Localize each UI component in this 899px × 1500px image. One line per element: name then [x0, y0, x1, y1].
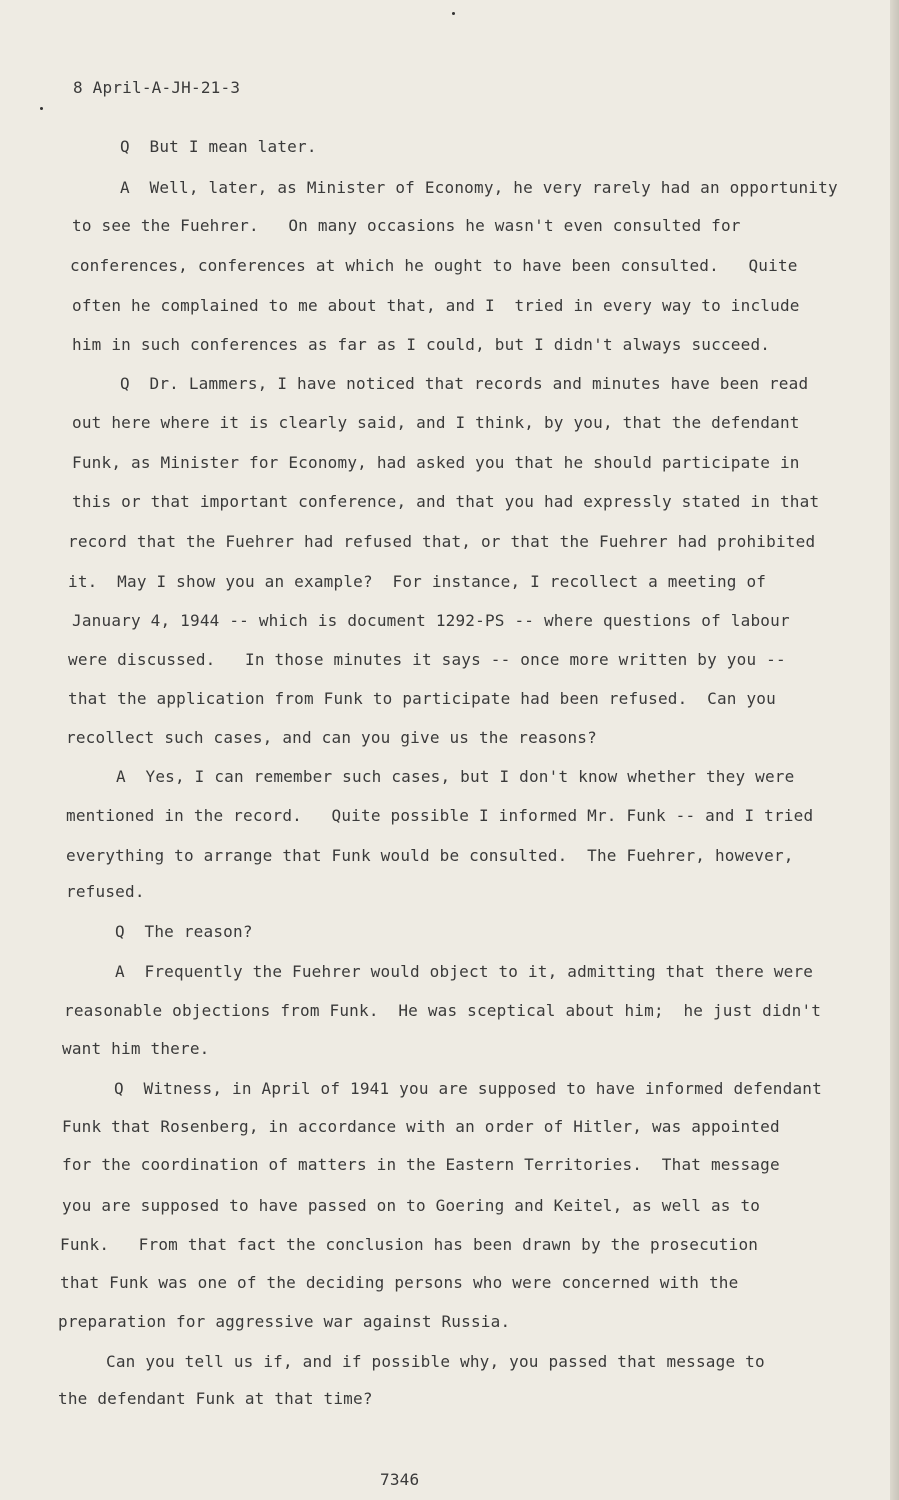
text-line: record that the Fuehrer had refused that, or that the Fuehrer had prohibited: [68, 532, 816, 551]
text-line: recollect such cases, and can you give us the reasons?: [66, 728, 597, 747]
text-line: Q Witness, in April of 1941 you are supposed to have informed defendant: [114, 1079, 822, 1098]
text-line: reasonable objections from Funk. He was sceptical about him; he just didn't: [64, 1001, 822, 1020]
text-line: refused.: [66, 882, 145, 901]
text-line: Q The reason?: [115, 922, 253, 941]
page-header-reference: 8 April-A-JH-21-3: [73, 78, 241, 97]
text-line: Funk. From that fact the conclusion has been drawn by the prosecution: [60, 1235, 759, 1254]
text-line: that the application from Funk to participate had been refused. Can you: [68, 689, 776, 708]
text-line: want him there.: [62, 1039, 210, 1058]
text-line: preparation for aggressive war against Russia.: [58, 1312, 511, 1331]
text-line: Funk that Rosenberg, in accordance with an order of Hitler, was appointed: [62, 1117, 780, 1136]
text-line: A Well, later, as Minister of Economy, he very rarely had an opportunity: [120, 178, 838, 197]
text-line: for the coordination of matters in the Eastern Territories. That message: [62, 1155, 780, 1174]
text-line: this or that important conference, and that you had expressly stated in that: [72, 492, 820, 511]
text-line: Can you tell us if, and if possible why, you passed that message to: [106, 1352, 765, 1371]
text-line: Funk, as Minister for Economy, had asked you that he should participate in: [72, 453, 800, 472]
text-line: Q But I mean later.: [120, 137, 317, 156]
text-line: A Frequently the Fuehrer would object to it, admitting that there were: [115, 962, 814, 981]
text-line: to see the Fuehrer. On many occasions he wasn't even consulted for: [72, 216, 741, 235]
text-line: A Yes, I can remember such cases, but I don't know whether they were: [116, 767, 795, 786]
text-line: were discussed. In those minutes it says -- once more written by you --: [68, 650, 786, 669]
page-edge-shadow: [890, 0, 899, 1500]
text-line: often he complained to me about that, and I tried in every way to include: [72, 296, 800, 315]
text-line: you are supposed to have passed on to Goering and Keitel, as well as to: [62, 1196, 761, 1215]
text-line: him in such conferences as far as I could, but I didn't always succeed.: [72, 335, 771, 354]
text-line: January 4, 1944 -- which is document 1292-PS -- where questions of labour: [72, 611, 790, 630]
text-line: it. May I show you an example? For instance, I recollect a meeting of: [68, 572, 767, 591]
text-line: that Funk was one of the deciding persons who were concerned with the: [60, 1273, 739, 1292]
ink-speck: [40, 107, 43, 110]
page-number: 7346: [380, 1470, 420, 1489]
ink-speck: [452, 12, 455, 15]
text-line: conferences, conferences at which he ought to have been consulted. Quite: [70, 256, 798, 275]
text-line: everything to arrange that Funk would be consulted. The Fuehrer, however,: [66, 846, 794, 865]
text-line: Q Dr. Lammers, I have noticed that records and minutes have been read: [120, 374, 809, 393]
text-line: the defendant Funk at that time?: [58, 1389, 373, 1408]
text-line: out here where it is clearly said, and I think, by you, that the defendant: [72, 413, 800, 432]
text-line: mentioned in the record. Quite possible I informed Mr. Funk -- and I tried: [66, 806, 814, 825]
